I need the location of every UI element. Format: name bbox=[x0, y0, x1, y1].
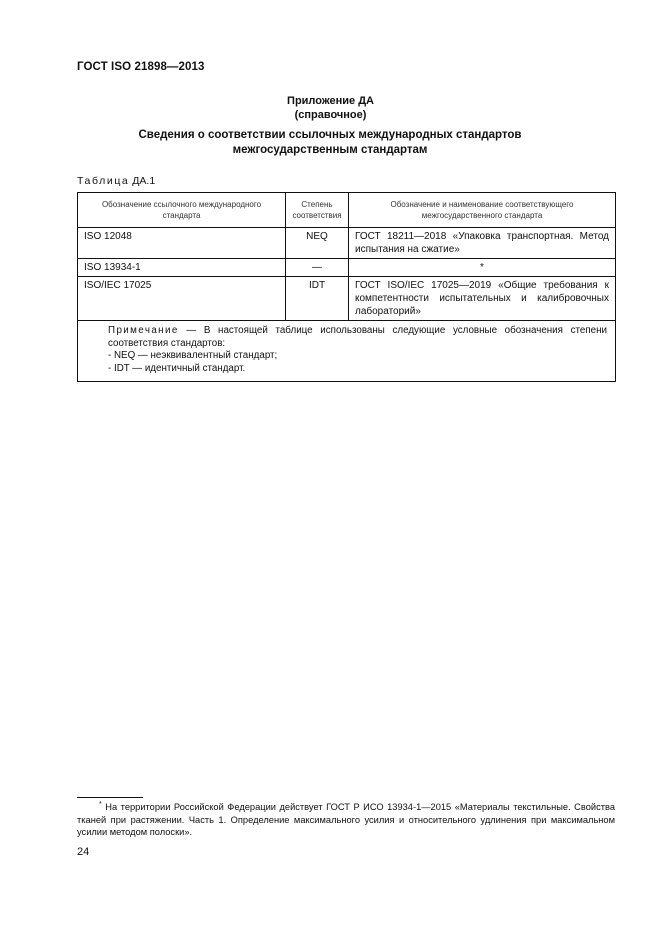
annex-title: Приложение ДА bbox=[287, 95, 374, 107]
table-row bbox=[78, 277, 616, 321]
note-item: - NEQ — неэквивалентный стандарт; bbox=[108, 350, 278, 361]
note-label: Примечание bbox=[108, 325, 179, 336]
note-body: — В настоящей таблице использованы следующие условные обозначения степени соответствия стандартов: bbox=[108, 325, 607, 349]
correspondence-table bbox=[77, 192, 616, 382]
header-interstate-standard: Обозначение и наименование соответствующего межгосударственного стандарта bbox=[349, 193, 616, 228]
cell-degree: IDT bbox=[286, 277, 349, 321]
cell-degree: — bbox=[286, 259, 349, 277]
footnote-separator bbox=[77, 797, 143, 798]
note-text bbox=[86, 325, 607, 350]
table-note bbox=[78, 321, 616, 382]
document-code-header: ГОСТ ISO 21898—2013 bbox=[77, 61, 205, 73]
table-caption-label: Таблица bbox=[77, 175, 130, 187]
table-row bbox=[78, 259, 616, 277]
cell-standard: * bbox=[349, 259, 616, 277]
table-caption-number: ДА.1 bbox=[132, 175, 156, 187]
header-international-standard: Обозначение ссылочного международного стандарта bbox=[78, 193, 286, 228]
annex-subtitle: (справочное) bbox=[294, 109, 367, 121]
footnote-marker: * bbox=[99, 800, 102, 808]
cell-ref: ISO/IEC 17025 bbox=[78, 277, 286, 321]
footnote-text: На территории Российской Федерации действует ГОСТ Р ИСО 13934-1—2015 «Материалы текстильные. Свойства тканей при растяжении. Часть 1. Определение максимального усилия и относительного удлинения при максимальном усилии методом полоски». bbox=[77, 802, 615, 837]
table-note-row bbox=[78, 321, 616, 382]
page-number: 24 bbox=[77, 846, 90, 858]
cell-degree: NEQ bbox=[286, 228, 349, 259]
cell-ref: ISO 13934-1 bbox=[78, 259, 286, 277]
cell-ref: ISO 12048 bbox=[78, 228, 286, 259]
table-row bbox=[78, 228, 616, 259]
table-header-row bbox=[78, 193, 616, 228]
section-title: Сведения о соответствии ссылочных международных стандартов межгосударственным стандартам bbox=[138, 129, 522, 156]
cell-standard: ГОСТ 18211—2018 «Упаковка транспортная. Метод испытания на сжатие» bbox=[349, 228, 616, 259]
footnote bbox=[77, 801, 615, 839]
header-degree: Степень соответствия bbox=[286, 193, 349, 228]
note-item: - IDT — идентичный стандарт. bbox=[108, 362, 246, 374]
table-caption bbox=[77, 175, 155, 187]
cell-standard: ГОСТ ISO/IEC 17025—2019 «Общие требования к компетентности испытательных и калибровочных лабораторий» bbox=[349, 277, 616, 321]
annex-title-block bbox=[0, 94, 661, 122]
